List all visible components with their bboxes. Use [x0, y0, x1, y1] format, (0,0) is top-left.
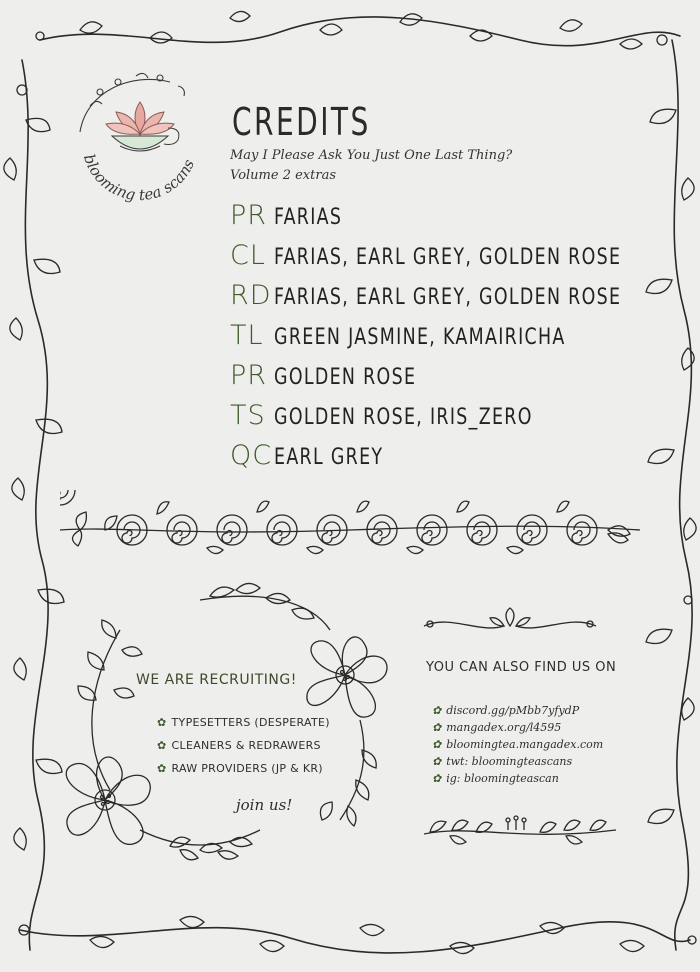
credit-role: PR	[230, 360, 268, 391]
credit-names: GOLDEN ROSE	[274, 365, 417, 390]
recruiting-title: WE ARE RECRUITING!	[136, 672, 297, 688]
social-link[interactable]	[432, 772, 559, 785]
rose-garland-icon	[60, 490, 640, 570]
credit-row	[230, 240, 669, 271]
bullet-flower-icon: ✿	[432, 772, 442, 785]
bullet-flower-icon: ✿	[157, 739, 167, 752]
social-link[interactable]	[432, 704, 579, 717]
bullet-flower-icon: ✿	[432, 721, 442, 734]
social-link[interactable]	[432, 721, 561, 734]
credit-row	[230, 400, 568, 431]
credit-row	[230, 440, 398, 471]
find-us-title: YOU CAN ALSO FIND US ON	[426, 660, 617, 675]
subtitle-line-1: May I Please Ask You Just One Last Thing?	[230, 148, 513, 163]
credit-role: TS	[230, 400, 266, 431]
bullet-flower-icon: ✿	[432, 704, 442, 717]
leaf-garland-icon	[420, 808, 620, 852]
credit-role: CL	[230, 240, 266, 271]
recruit-item-label: TYPESETTERS (DESPERATE)	[171, 716, 330, 729]
credit-row	[230, 280, 669, 311]
credit-names: FARIAS, EARL GREY, GOLDEN ROSE	[274, 245, 622, 270]
recruit-item	[157, 716, 330, 729]
bullet-flower-icon: ✿	[157, 762, 167, 775]
recruit-item	[157, 762, 323, 775]
credit-names: FARIAS	[274, 205, 343, 230]
social-link-label: twt: bloomingteascans	[446, 755, 573, 768]
social-link[interactable]	[432, 738, 603, 751]
credit-row	[230, 360, 436, 391]
lotus-teacup-logo-icon	[60, 62, 220, 212]
recruit-item	[157, 739, 321, 752]
social-link[interactable]	[432, 755, 572, 768]
subtitle-line-2: Volume 2 extras	[230, 168, 336, 183]
social-link-label: mangadex.org/l4595	[446, 721, 562, 734]
credit-role: PR	[230, 200, 268, 231]
bullet-flower-icon: ✿	[432, 738, 442, 751]
credit-names: FARIAS, EARL GREY, GOLDEN ROSE	[274, 285, 622, 310]
credits-title: CREDITS	[232, 100, 371, 144]
credit-role: QC	[230, 440, 273, 471]
credit-role: TL	[230, 320, 264, 351]
recruit-item-label: CLEANERS & REDRAWERS	[171, 739, 321, 752]
credit-names: EARL GREY	[274, 445, 384, 470]
join-us-text: join us!	[236, 796, 293, 814]
social-link-label: discord.gg/pMbb7yfydP	[446, 704, 580, 717]
credit-names: GOLDEN ROSE, IRIS_ZERO	[274, 405, 533, 430]
svg-text:blooming tea scans	[80, 152, 198, 204]
social-link-label: bloomingtea.mangadex.com	[446, 738, 604, 751]
recruit-item-label: RAW PROVIDERS (JP & KR)	[171, 762, 323, 775]
credit-role: RD	[230, 280, 272, 311]
logo-text: blooming tea scans	[79, 151, 199, 205]
credit-names: GREEN JASMINE, KAMAIRICHA	[274, 325, 566, 350]
bullet-flower-icon: ✿	[432, 755, 442, 768]
social-link-label: ig: bloomingteascan	[446, 772, 559, 785]
credit-row	[230, 200, 352, 231]
flourish-icon	[420, 604, 600, 640]
bullet-flower-icon: ✿	[157, 716, 167, 729]
credit-row	[230, 320, 605, 351]
